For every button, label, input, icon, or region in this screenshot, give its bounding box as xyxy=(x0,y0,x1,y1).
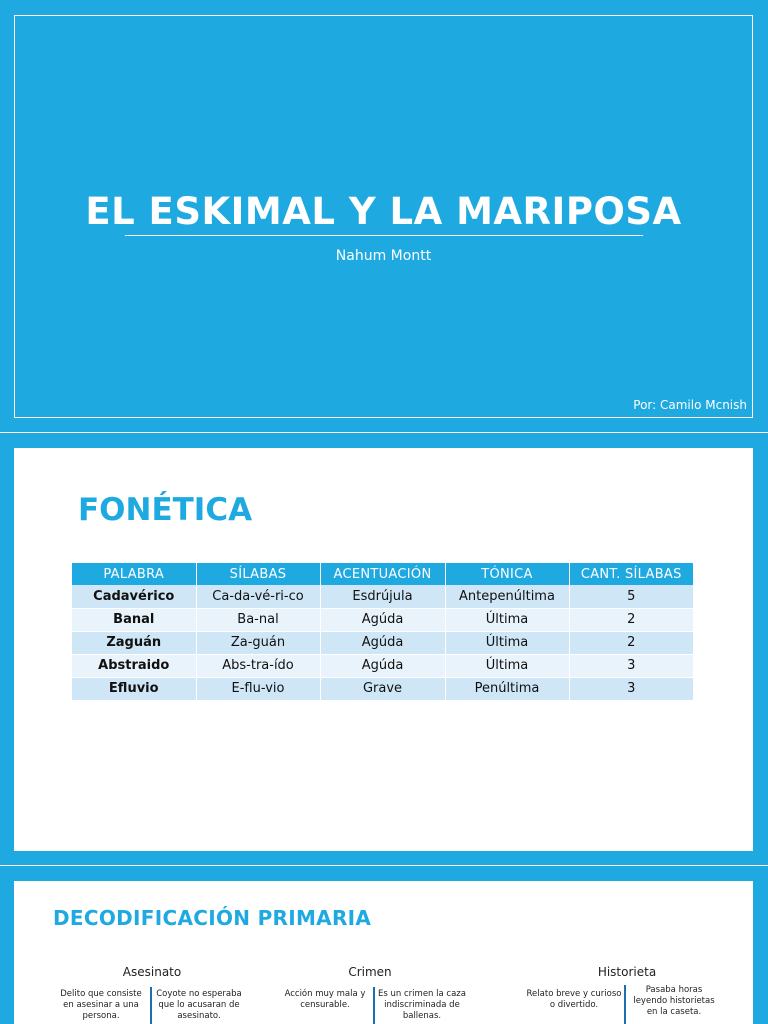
cell-palabra: Cadavérico xyxy=(72,585,196,608)
cell-cant-silabas: 2 xyxy=(569,608,693,631)
table-row xyxy=(72,631,693,654)
concept-word-historieta: Historieta xyxy=(597,965,657,979)
concept-separator xyxy=(624,985,626,1024)
cell-cant-silabas: 3 xyxy=(569,677,693,700)
title-underline xyxy=(125,235,643,236)
presentation-subtitle: Nahum Montt xyxy=(335,248,432,264)
cell-tonica: Antepenúltima xyxy=(445,585,569,608)
cell-tonica: Última xyxy=(445,608,569,631)
decodificacion-slide xyxy=(14,881,753,1024)
header-palabra: PALABRA xyxy=(72,563,196,585)
cell-palabra: Abstraido xyxy=(72,654,196,677)
cell-silabas: Ba-nal xyxy=(196,608,320,631)
decodificacion-heading: DECODIFICACIÓN PRIMARIA xyxy=(53,906,372,930)
concept-separator xyxy=(373,987,375,1024)
presentation-title: EL ESKIMAL Y LA MARIPOSA xyxy=(85,190,682,233)
cell-acentuacion: Agúda xyxy=(320,631,445,654)
cell-silabas: Za-guán xyxy=(196,631,320,654)
header-tonica: TÓNICA xyxy=(445,563,569,585)
slide-divider xyxy=(0,432,768,433)
fonetica-heading: FONÉTICA xyxy=(78,492,253,528)
concept-word-asesinato: Asesinato xyxy=(122,965,182,979)
concept-definition: Acción muy mala y censurable. xyxy=(284,989,366,1010)
fonetica-table xyxy=(72,563,693,701)
cell-acentuacion: Agúda xyxy=(320,608,445,631)
cell-tonica: Penúltima xyxy=(445,677,569,700)
header-cant-silabas: CANT. SÍLABAS xyxy=(569,563,693,585)
cell-palabra: Banal xyxy=(72,608,196,631)
table-row xyxy=(72,654,693,677)
cell-silabas: E-flu-vio xyxy=(196,677,320,700)
concept-example: Coyote no esperaba que lo acusaran de asesinato. xyxy=(156,989,242,1021)
cell-tonica: Última xyxy=(445,654,569,677)
cell-silabas: Abs-tra-ído xyxy=(196,654,320,677)
cell-cant-silabas: 2 xyxy=(569,631,693,654)
cell-cant-silabas: 5 xyxy=(569,585,693,608)
table-row xyxy=(72,608,693,631)
header-silabas: SÍLABAS xyxy=(196,563,320,585)
concept-definition: Delito que consiste en asesinar a una persona. xyxy=(60,989,142,1021)
title-slide xyxy=(14,15,753,418)
cell-palabra: Zaguán xyxy=(72,631,196,654)
table-row xyxy=(72,585,693,608)
concept-example: Pasaba horas leyendo historietas en la caseta. xyxy=(633,985,715,1017)
fonetica-slide xyxy=(14,448,753,851)
cell-palabra: Efluvio xyxy=(72,677,196,700)
cell-silabas: Ca-da-vé-ri-co xyxy=(196,585,320,608)
slide-divider xyxy=(0,865,768,866)
concept-example: Es un crimen la caza indiscriminada de ballenas. xyxy=(378,989,466,1021)
cell-cant-silabas: 3 xyxy=(569,654,693,677)
concept-word-crimen: Crimen xyxy=(348,965,392,979)
cell-acentuacion: Grave xyxy=(320,677,445,700)
concept-separator xyxy=(150,987,152,1024)
concept-definition: Relato breve y curioso o divertido. xyxy=(526,989,622,1010)
author-credit: Por: Camilo Mcnish xyxy=(633,398,747,412)
table-row xyxy=(72,677,693,700)
cell-acentuacion: Esdrújula xyxy=(320,585,445,608)
cell-tonica: Última xyxy=(445,631,569,654)
header-acentuacion: ACENTUACIÓN xyxy=(320,563,445,585)
cell-acentuacion: Agúda xyxy=(320,654,445,677)
table-header-row xyxy=(72,563,693,585)
